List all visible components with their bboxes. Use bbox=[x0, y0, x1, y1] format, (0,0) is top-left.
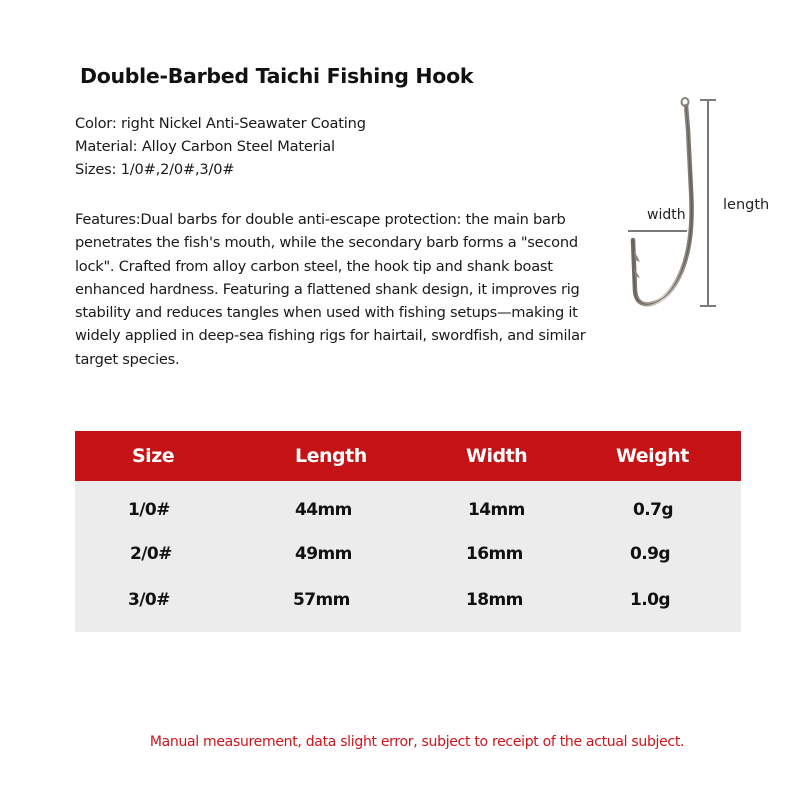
spec-material: Material: Alloy Carbon Steel Material bbox=[75, 138, 335, 155]
cell-weight: 0.7g bbox=[633, 500, 673, 520]
cell-length: 49mm bbox=[295, 544, 352, 564]
cell-width: 14mm bbox=[468, 500, 525, 520]
header-weight: Weight bbox=[616, 445, 689, 467]
cell-weight: 0.9g bbox=[630, 544, 670, 564]
spec-sizes: Sizes: 1/0#,2/0#,3/0# bbox=[75, 161, 235, 178]
cell-size: 3/0# bbox=[128, 590, 170, 610]
cell-length: 57mm bbox=[293, 590, 350, 610]
header-size: Size bbox=[132, 445, 175, 467]
cell-length: 44mm bbox=[295, 500, 352, 520]
disclaimer-note: Manual measurement, data slight error, subject to receipt of the actual subject. bbox=[149, 734, 685, 750]
length-label: length bbox=[723, 197, 770, 213]
spec-list bbox=[75, 112, 366, 181]
header-length: Length bbox=[295, 445, 367, 467]
cell-size: 1/0# bbox=[128, 500, 170, 520]
product-title: Double-Barbed Taichi Fishing Hook bbox=[80, 64, 474, 88]
cell-weight: 1.0g bbox=[630, 590, 670, 610]
spec-color: Color: right Nickel Anti-Seawater Coating bbox=[75, 115, 366, 132]
features-paragraph: Features:Dual barbs for double anti-escape protection: the main barb penetrates the fish's mouth, while the secondary barb forms a "second lock". Crafted from alloy carbon steel, the hook tip and shank boast enhanced hardness. Featuring a flattened shank design, it improves rig stability and reduces tangles when used with fishing setups—making it widely applied in deep-sea fishing rigs for hairtail, swordfish, and similar target species. bbox=[75, 211, 586, 368]
header-width: Width bbox=[466, 445, 528, 467]
cell-size: 2/0# bbox=[130, 544, 172, 564]
width-label: width bbox=[647, 207, 686, 223]
cell-width: 18mm bbox=[466, 590, 523, 610]
cell-width: 16mm bbox=[466, 544, 523, 564]
